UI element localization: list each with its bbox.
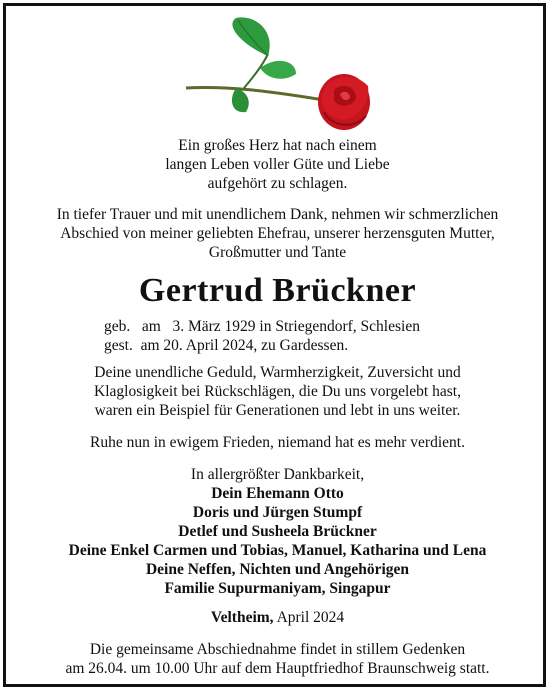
mourner: Dein Ehemann Otto — [211, 485, 344, 502]
service-line: am 26.04. um 10.00 Uhr auf dem Hauptfriedhof Braunschweig statt. — [65, 660, 490, 677]
farewell-text: Ruhe nun in ewigem Frieden, niemand hat es mehr verdient. — [90, 434, 465, 451]
deceased-name: Gertrud Brückner — [138, 272, 417, 309]
tribute-line: Deine unendliche Geduld, Warmherzigkeit, Zuversicht und — [94, 364, 461, 381]
place-date — [6, 608, 549, 627]
mourner: Deine Enkel Carmen und Tobias, Manuel, Katharina und Lena — [68, 542, 487, 559]
mourner: Deine Neffen, Nichten und Angehörigen — [145, 561, 410, 578]
mourner: Familie Supurmaniyam, Singapur — [164, 580, 391, 597]
intro-line: Abschied von meiner geliebten Ehefrau, unserer herzensguten Mutter, — [60, 225, 495, 242]
obituary-frame — [3, 3, 546, 687]
intro-line: In tiefer Trauer und mit unendlichem Dank, nehmen wir schmerzlichen — [56, 206, 499, 223]
mourner: Detlef und Susheela Brückner — [178, 523, 377, 540]
intro-line: Großmutter und Tante — [208, 244, 347, 261]
verse — [6, 136, 549, 193]
service-info — [6, 640, 549, 678]
gratitude-intro: In allergrößter Dankbarkeit, — [190, 466, 365, 483]
verse-line: langen Leben voller Güte und Liebe — [165, 156, 390, 173]
mourner: Doris und Jürgen Stumpf — [192, 504, 363, 521]
verse-line: Ein großes Herz hat nach einem — [178, 137, 377, 154]
mourners-section — [6, 465, 549, 598]
tribute-line: waren ein Beispiel für Generationen und lebt in uns weiter. — [94, 402, 461, 419]
death-date: gest. am 20. April 2024, zu Gardessen. — [104, 337, 349, 354]
place: Veltheim, — [210, 609, 274, 626]
place-date-value: April 2024 — [273, 609, 345, 626]
birth-date: geb. am 3. März 1929 in Striegendorf, Schlesien — [104, 318, 420, 335]
life-dates — [104, 317, 420, 355]
intro-text — [6, 205, 549, 262]
service-line: Die gemeinsame Abschiednahme findet in stillem Gedenken — [89, 641, 466, 658]
rose-icon — [184, 16, 384, 136]
tribute-line: Klaglosigkeit bei Rückschlägen, die Du uns vorgelebt hast, — [94, 383, 461, 400]
verse-line: aufgehört zu schlagen. — [207, 175, 348, 192]
tribute-text — [6, 363, 549, 420]
